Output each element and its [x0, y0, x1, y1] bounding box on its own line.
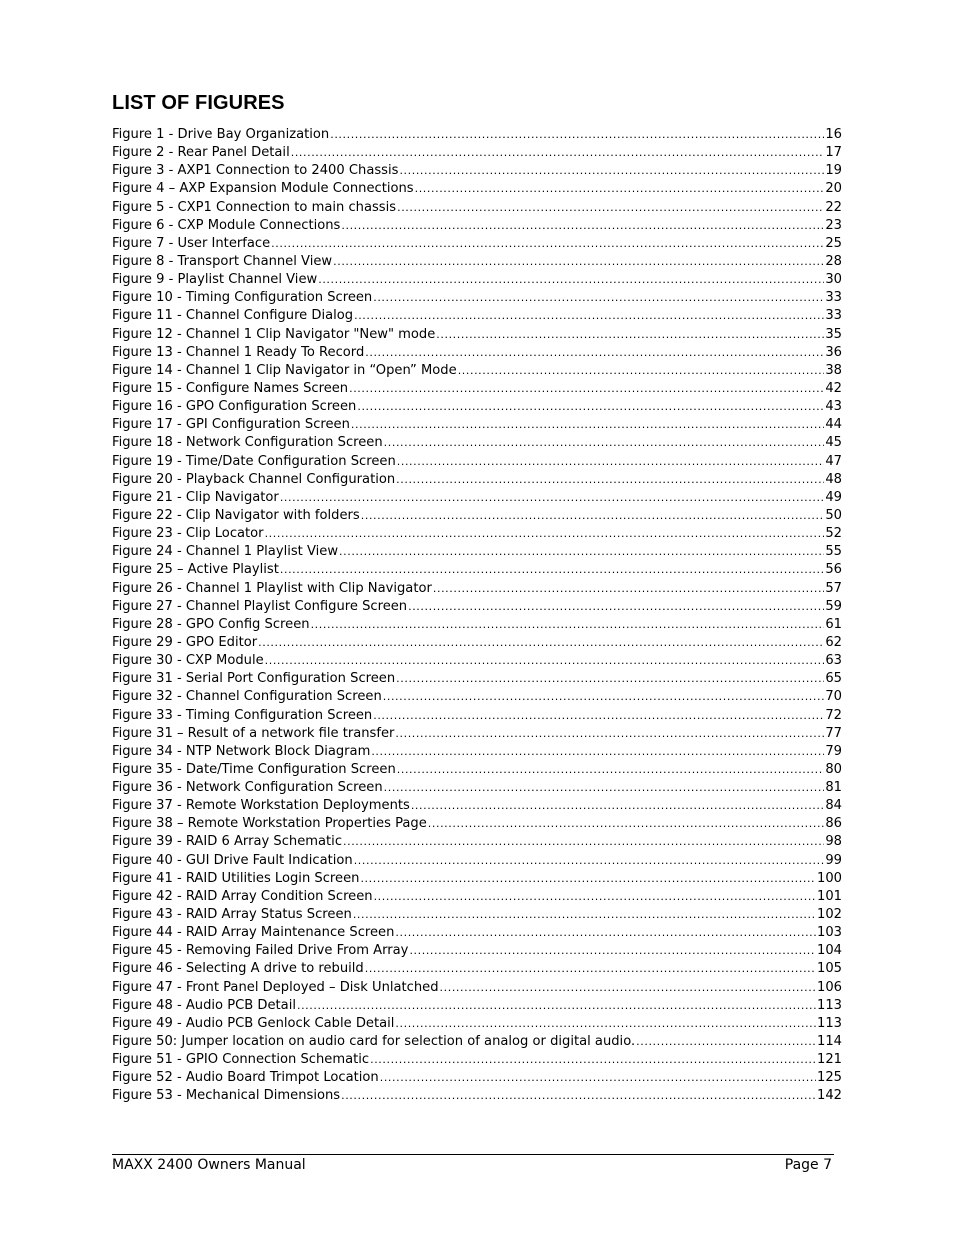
dot-leader [415, 180, 825, 198]
figure-page-number: 30 [825, 272, 842, 288]
figure-page-number: 55 [825, 544, 842, 560]
figure-entry[interactable] [112, 162, 842, 180]
figure-page-number: 142 [817, 1088, 842, 1104]
dot-leader [396, 471, 824, 489]
dot-leader [636, 1033, 816, 1051]
figure-page-number: 114 [817, 1034, 842, 1050]
figure-title: Figure 38 – Remote Workstation Properties Page [112, 816, 427, 832]
figure-page-number: 48 [825, 471, 842, 487]
figure-title: Figure 14 - Channel 1 Clip Navigator in “Open” Mode [112, 362, 457, 378]
figure-page-number: 33 [825, 290, 842, 306]
figure-entry[interactable] [112, 852, 842, 870]
figure-page-number: 65 [825, 671, 842, 687]
figure-entry[interactable] [112, 707, 842, 725]
figure-title: Figure 18 - Network Configuration Screen [112, 435, 383, 451]
dot-leader [271, 235, 824, 253]
figure-entry[interactable] [112, 561, 842, 579]
dot-leader [353, 906, 816, 924]
figure-entry[interactable] [112, 797, 842, 815]
figure-title: Figure 33 - Timing Configuration Screen [112, 707, 373, 723]
dot-leader [397, 453, 825, 471]
figure-entry[interactable] [112, 888, 842, 906]
figure-entry[interactable] [112, 1087, 842, 1105]
figure-entry[interactable] [112, 543, 842, 561]
figure-title: Figure 52 - Audio Board Trimpot Location [112, 1070, 379, 1086]
dot-leader [370, 1051, 816, 1069]
figure-title: Figure 13 - Channel 1 Ready To Record [112, 344, 365, 360]
figure-entry[interactable] [112, 471, 842, 489]
figure-page-number: 113 [817, 1015, 842, 1031]
figure-title: Figure 42 - RAID Array Condition Screen [112, 888, 373, 904]
dot-leader [433, 580, 824, 598]
figure-title: Figure 10 - Timing Configuration Screen [112, 290, 373, 306]
figure-title: Figure 40 - GUI Drive Fault Indication [112, 852, 353, 868]
figure-page-number: 84 [825, 798, 842, 814]
figure-page-number: 101 [817, 888, 842, 904]
figure-page-number: 100 [817, 870, 842, 886]
dot-leader [330, 126, 824, 144]
dot-leader [354, 852, 825, 870]
figure-entry[interactable] [112, 815, 842, 833]
figure-page-number: 17 [825, 145, 842, 161]
figure-title: Figure 34 - NTP Network Block Diagram [112, 743, 371, 759]
figure-entry[interactable] [112, 362, 842, 380]
dot-leader [397, 761, 825, 779]
figure-page-number: 121 [817, 1052, 842, 1068]
dot-leader [343, 833, 824, 851]
figure-entry[interactable] [112, 761, 842, 779]
figure-page-number: 23 [825, 217, 842, 233]
figure-title: Figure 30 - CXP Module [112, 653, 264, 669]
figure-entry[interactable] [112, 434, 842, 452]
figure-title: Figure 21 - Clip Navigator [112, 489, 279, 505]
figure-entry[interactable] [112, 271, 842, 289]
figure-title: Figure 19 - Time/Date Configuration Screen [112, 453, 396, 469]
dot-leader [341, 217, 824, 235]
figure-entry[interactable] [112, 580, 842, 598]
figure-page-number: 16 [825, 127, 842, 142]
figure-entry[interactable] [112, 616, 842, 634]
figure-title: Figure 50: Jumper location on audio card for selection of analog or digital audio. [112, 1034, 636, 1050]
figure-entry[interactable] [112, 670, 842, 688]
figure-page-number: 50 [825, 507, 842, 523]
dot-leader [408, 598, 824, 616]
figure-entry[interactable] [112, 253, 842, 271]
figure-entry[interactable] [112, 688, 842, 706]
figure-title: Figure 1 - Drive Bay Organization [112, 127, 330, 142]
figure-page-number: 125 [817, 1070, 842, 1086]
dot-leader [365, 344, 824, 362]
figure-title: Figure 24 - Channel 1 Playlist View [112, 544, 339, 560]
figure-entry[interactable] [112, 289, 842, 307]
figure-title: Figure 45 - Removing Failed Drive From Array [112, 943, 409, 959]
figure-title: Figure 32 - Channel Configuration Screen [112, 689, 382, 705]
dot-leader [311, 616, 825, 634]
figure-page-number: 113 [817, 997, 842, 1013]
figure-title: Figure 27 - Channel Playlist Configure Screen [112, 598, 408, 614]
figure-title: Figure 12 - Channel 1 Clip Navigator "New" mode [112, 326, 436, 342]
figure-title: Figure 35 - Date/Time Configuration Screen [112, 761, 396, 777]
figure-title: Figure 4 – AXP Expansion Module Connections [112, 181, 414, 197]
figure-entry[interactable] [112, 180, 842, 198]
dot-leader [365, 960, 816, 978]
dot-leader [428, 815, 825, 833]
figure-entry[interactable] [112, 1069, 842, 1087]
figure-page-number: 28 [825, 253, 842, 269]
figure-page-number: 79 [825, 743, 842, 759]
figure-entry[interactable] [112, 235, 842, 253]
figure-entry[interactable] [112, 960, 842, 978]
dot-leader [361, 507, 825, 525]
figure-page-number: 22 [825, 199, 842, 215]
figure-title: Figure 43 - RAID Array Status Screen [112, 907, 352, 923]
figure-entry[interactable] [112, 906, 842, 924]
dot-leader [280, 489, 825, 507]
figure-entry[interactable] [112, 1033, 842, 1051]
dot-leader [384, 779, 825, 797]
dot-leader [351, 416, 824, 434]
figure-entry[interactable] [112, 217, 842, 235]
dot-leader [380, 1069, 816, 1087]
figure-page-number: 102 [817, 907, 842, 923]
figure-title: Figure 6 - CXP Module Connections [112, 217, 341, 233]
dot-leader [333, 253, 824, 271]
dot-leader [258, 634, 824, 652]
figure-title: Figure 11 - Channel Configure Dialog [112, 308, 354, 324]
figure-page-number: 106 [817, 979, 842, 995]
figure-title: Figure 28 - GPO Config Screen [112, 616, 310, 632]
dot-leader [280, 561, 824, 579]
figure-title: Figure 25 – Active Playlist [112, 562, 279, 578]
figure-entry[interactable] [112, 1015, 842, 1033]
page-heading: LIST OF FIGURES [112, 92, 285, 114]
dot-leader [384, 434, 825, 452]
dot-leader [360, 870, 816, 888]
figure-title: Figure 15 - Configure Names Screen [112, 380, 349, 396]
figure-page-number: 86 [825, 816, 842, 832]
figure-entry[interactable] [112, 779, 842, 797]
figure-title: Figure 49 - Audio PCB Genlock Cable Detail [112, 1015, 395, 1031]
figure-page-number: 38 [825, 362, 842, 378]
figure-title: Figure 20 - Playback Channel Configuration [112, 471, 396, 487]
figure-page-number: 70 [825, 689, 842, 705]
figure-title: Figure 3 - AXP1 Connection to 2400 Chassis [112, 163, 399, 179]
figure-entry[interactable] [112, 634, 842, 652]
figure-title: Figure 51 - GPIO Connection Schematic [112, 1052, 370, 1068]
dot-leader [383, 688, 825, 706]
figure-title: Figure 41 - RAID Utilities Login Screen [112, 870, 360, 886]
figure-page-number: 49 [825, 489, 842, 505]
figure-page-number: 25 [825, 235, 842, 251]
figure-page-number: 52 [825, 526, 842, 542]
figure-page-number: 62 [825, 634, 842, 650]
dot-leader [436, 326, 824, 344]
dot-leader [399, 162, 824, 180]
figure-title: Figure 44 - RAID Array Maintenance Screen [112, 925, 395, 941]
figure-entry[interactable] [112, 326, 842, 344]
footer-rule [112, 1154, 834, 1155]
figure-page-number: 36 [825, 344, 842, 360]
figure-page-number: 59 [825, 598, 842, 614]
dot-leader [397, 199, 824, 217]
figure-entry[interactable] [112, 924, 842, 942]
dot-leader [297, 997, 816, 1015]
figure-title: Figure 29 - GPO Editor [112, 634, 258, 650]
figure-entry[interactable] [112, 489, 842, 507]
dot-leader [265, 652, 825, 670]
figure-title: Figure 5 - CXP1 Connection to main chassis [112, 199, 397, 215]
figure-title: Figure 7 - User Interface [112, 235, 271, 251]
figure-page-number: 81 [825, 780, 842, 796]
figure-entry[interactable] [112, 453, 842, 471]
list-of-figures [112, 126, 842, 1106]
figure-page-number: 77 [825, 725, 842, 741]
figure-page-number: 35 [825, 326, 842, 342]
dot-leader [341, 1087, 816, 1105]
figure-entry[interactable] [112, 942, 842, 960]
figure-page-number: 99 [825, 852, 842, 868]
figure-entry[interactable] [112, 979, 842, 997]
figure-entry[interactable] [112, 144, 842, 162]
figure-entry[interactable] [112, 398, 842, 416]
figure-title: Figure 53 - Mechanical Dimensions [112, 1088, 341, 1104]
figure-page-number: 19 [825, 163, 842, 179]
dot-leader [396, 670, 824, 688]
figure-title: Figure 17 - GPI Configuration Screen [112, 417, 350, 433]
dot-leader [357, 398, 824, 416]
figure-entry[interactable] [112, 652, 842, 670]
figure-page-number: 80 [825, 761, 842, 777]
figure-title: Figure 31 - Serial Port Configuration Screen [112, 671, 396, 687]
dot-leader [349, 380, 824, 398]
footer-document-title: MAXX 2400 Owners Manual [112, 1157, 306, 1173]
dot-leader [411, 797, 825, 815]
dot-leader [395, 924, 816, 942]
figure-entry[interactable] [112, 525, 842, 543]
figure-page-number: 61 [825, 616, 842, 632]
dot-leader [409, 942, 816, 960]
figure-page-number: 43 [825, 399, 842, 415]
figure-entry[interactable] [112, 997, 842, 1015]
dot-leader [354, 307, 824, 325]
figure-page-number: 105 [817, 961, 842, 977]
figure-entry[interactable] [112, 833, 842, 851]
footer-page-number: Page 7 [784, 1157, 832, 1173]
figure-page-number: 56 [825, 562, 842, 578]
dot-leader [339, 543, 824, 561]
figure-title: Figure 2 - Rear Panel Detail [112, 145, 290, 161]
figure-page-number: 33 [825, 308, 842, 324]
figure-page-number: 20 [825, 181, 842, 197]
dot-leader [371, 743, 824, 761]
figure-entry[interactable] [112, 344, 842, 362]
figure-title: Figure 16 - GPO Configuration Screen [112, 399, 357, 415]
dot-leader [291, 144, 825, 162]
figure-entry[interactable] [112, 1051, 842, 1069]
figure-page-number: 57 [825, 580, 842, 596]
figure-entry[interactable] [112, 870, 842, 888]
figure-title: Figure 23 - Clip Locator [112, 526, 264, 542]
dot-leader [373, 707, 824, 725]
figure-entry[interactable] [112, 507, 842, 525]
figure-title: Figure 22 - Clip Navigator with folders [112, 507, 360, 523]
figure-entry[interactable] [112, 725, 842, 743]
figure-title: Figure 47 - Front Panel Deployed – Disk Unlatched [112, 979, 439, 995]
figure-title: Figure 37 - Remote Workstation Deployments [112, 798, 410, 814]
figure-entry[interactable] [112, 307, 842, 325]
dot-leader [374, 888, 816, 906]
dot-leader [318, 271, 824, 289]
dot-leader [373, 289, 824, 307]
figure-page-number: 103 [817, 925, 842, 941]
figure-title: Figure 39 - RAID 6 Array Schematic [112, 834, 343, 850]
dot-leader [395, 1015, 816, 1033]
figure-title: Figure 8 - Transport Channel View [112, 253, 333, 269]
figure-page-number: 72 [825, 707, 842, 723]
figure-page-number: 104 [817, 943, 842, 959]
figure-title: Figure 26 - Channel 1 Playlist with Clip Navigator [112, 580, 432, 596]
dot-leader [440, 979, 816, 997]
figure-page-number: 44 [825, 417, 842, 433]
figure-title: Figure 36 - Network Configuration Screen [112, 780, 383, 796]
figure-entry[interactable] [112, 199, 842, 217]
figure-title: Figure 48 - Audio PCB Detail [112, 997, 296, 1013]
figure-entry[interactable] [112, 380, 842, 398]
figure-page-number: 63 [825, 653, 842, 669]
figure-title: Figure 9 - Playlist Channel View [112, 272, 318, 288]
figure-entry[interactable] [112, 598, 842, 616]
dot-leader [265, 525, 825, 543]
figure-title: Figure 31 – Result of a network file transfer [112, 725, 395, 741]
figure-entry[interactable] [112, 126, 842, 144]
dot-leader [395, 725, 824, 743]
dot-leader [458, 362, 825, 380]
figure-entry[interactable] [112, 416, 842, 434]
figure-page-number: 45 [825, 435, 842, 451]
figure-page-number: 47 [825, 453, 842, 469]
figure-entry[interactable] [112, 743, 842, 761]
figure-title: Figure 46 - Selecting A drive to rebuild [112, 961, 364, 977]
figure-page-number: 98 [825, 834, 842, 850]
figure-page-number: 42 [825, 380, 842, 396]
